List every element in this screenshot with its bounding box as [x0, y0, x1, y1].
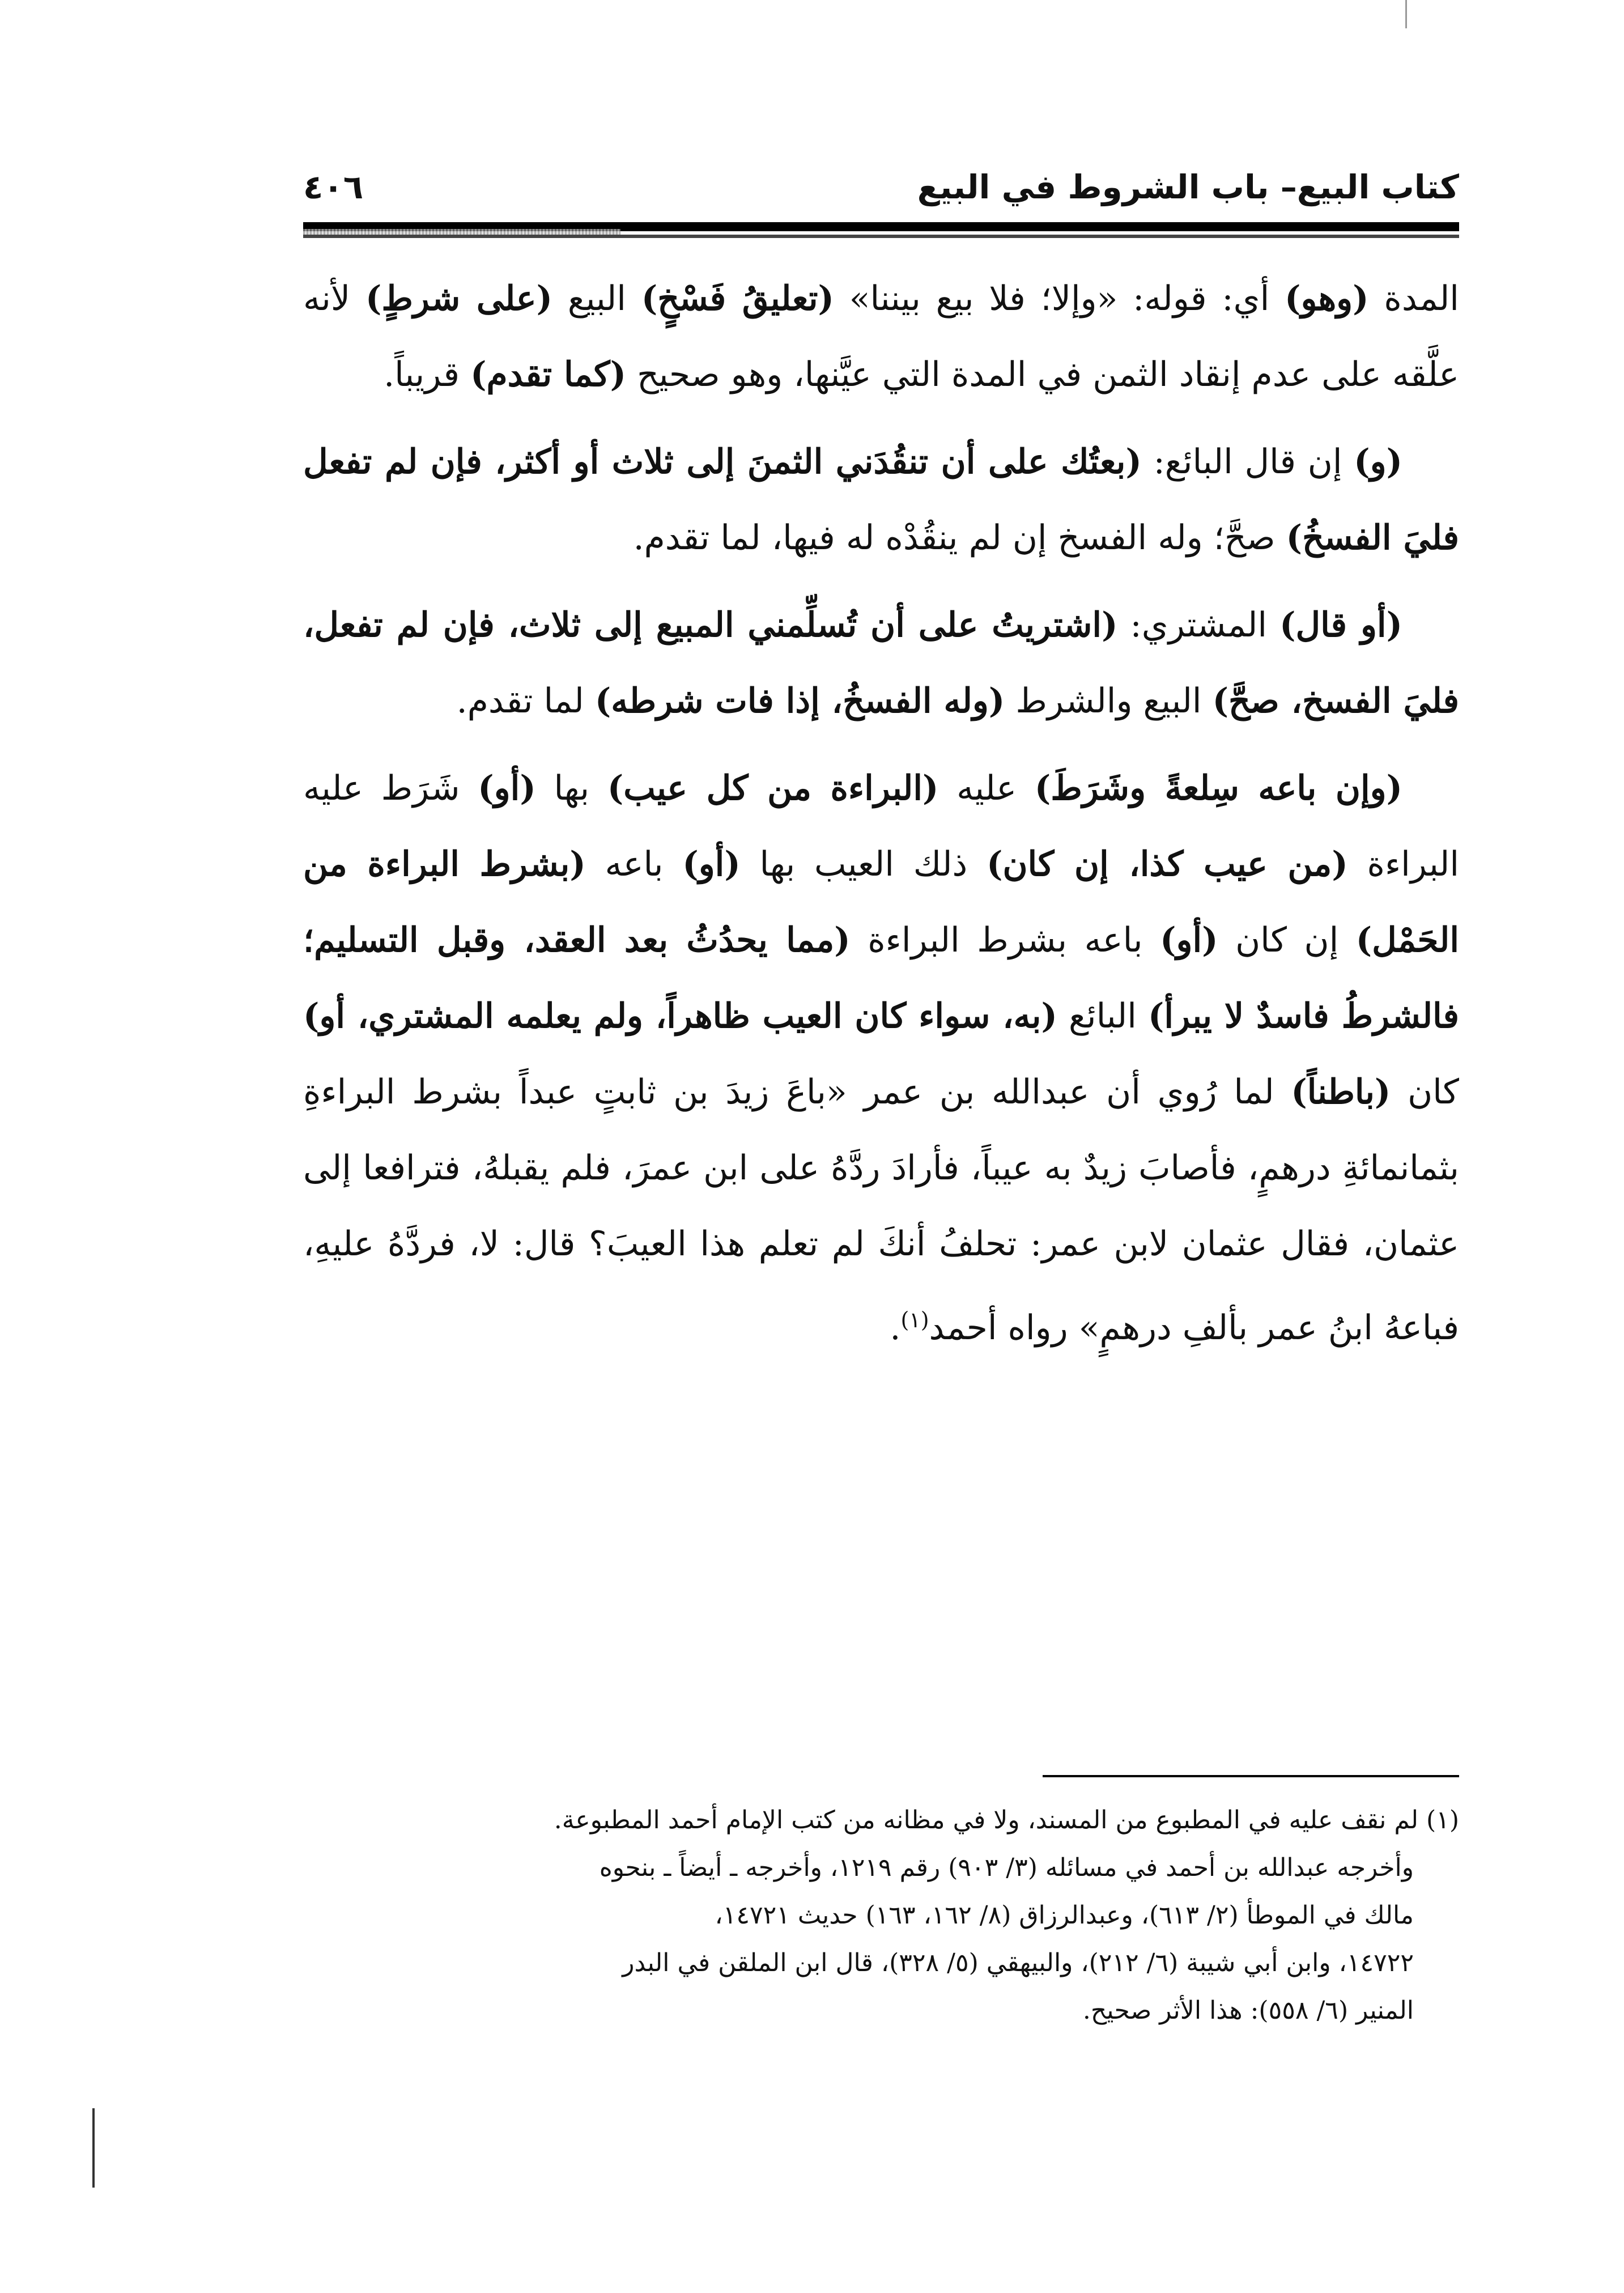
running-header — [303, 159, 1459, 213]
text-run: . — [890, 1308, 901, 1348]
text-run: كان — [1391, 1072, 1459, 1112]
text-run: باعه — [585, 844, 683, 884]
footnote-marker: (١) — [900, 1307, 929, 1332]
bold-text-run: (بعتُك على أن تنقُدَني الثمنَ إلى ثلاث أو أكثر، فإن لم تفعل فليَ الفسخُ) — [303, 442, 1459, 558]
footnote-line: مالك في الموطأ (٢/ ٦١٣)، وعبدالرزاق (٨/ ١٦٢، ١٦٣) حديث ١٤٧٢١، — [715, 1901, 1414, 1930]
text-run: عليه — [938, 768, 1035, 808]
footnote-line: المنير (٦/ ٥٥٨): هذا الأثر صحيح. — [1082, 1996, 1414, 2025]
bold-text-run: (بشرط البراءة من الحَمْل) — [303, 844, 1459, 960]
text-run: لما تقدم. — [456, 681, 595, 721]
bold-text-run: (أو قال) — [1279, 605, 1402, 645]
text-run: البيع والشرط — [1005, 681, 1213, 721]
text-run: ذلك العيب بها — [740, 844, 987, 884]
text-run: المشتري: — [1117, 605, 1280, 645]
text-run: شَرَط عليه البراءة — [303, 768, 1459, 884]
bold-text-run: (و) — [1354, 442, 1402, 482]
paragraph — [303, 587, 1459, 739]
bold-text-run: (تعليقُ فَسْخٍ) — [641, 279, 834, 319]
text-run: لأنه علَّقه على عدم إنقاد الثمن في المدة التي عيَّنها، وهو صحيح — [303, 279, 1459, 394]
paragraph — [303, 261, 1459, 413]
bold-text-run: (وله الفسخُ، إذا فات شرطه) — [594, 681, 1005, 721]
bold-text-run: (به، سواء كان العيب ظاهراً، ولم يعلمه المشتري، أو) — [303, 996, 1057, 1036]
bold-text-run: (البراءة من كل عيب) — [607, 768, 939, 808]
bold-text-run: (اشتريتُ على أن تُسلِّمني المبيع إلى ثلاث، فإن لم تفعل، فليَ الفسخ، صحَّ) — [303, 605, 1459, 721]
bold-text-run: (وهو) — [1285, 279, 1369, 319]
text-run: بها — [535, 768, 607, 808]
bold-text-run: (كما تقدم) — [470, 355, 626, 394]
footnote-line: وأخرجه عبدالله بن أحمد في مسائله (٣/ ٩٠٣) رقم ١٢١٩، وأخرجه ـ أيضاً ـ بنحوه — [599, 1853, 1414, 1882]
bold-text-run: (وإن باعه سِلعةً وشَرَطَ) — [1034, 768, 1402, 808]
text-run: البائع — [1057, 996, 1149, 1036]
text-run: المدة — [1368, 279, 1459, 319]
text-run: صحَّ؛ وله الفسخ إن لم ينقُدْه له فيها، لما تقدم. — [633, 518, 1286, 558]
scan-margin-mark — [92, 2108, 95, 2188]
page-number: ٤٠٦ — [303, 168, 364, 206]
text-run: إن كان — [1218, 920, 1356, 960]
main-text — [303, 261, 1459, 1757]
bold-text-run: (أو) — [682, 844, 741, 884]
text-run: باعه بشرط البراءة — [850, 920, 1160, 960]
footnote-line: ١٤٧٢٢، وابن أبي شيبة (٦/ ٢١٢)، والبيهقي (٥/ ٣٢٨)، قال ابن الملقن في البدر — [622, 1948, 1414, 1977]
scan-margin-mark — [1405, 0, 1407, 28]
text-run: أي: قوله: «وإلا؛ فلا بيع بيننا» — [834, 279, 1285, 319]
text-run: لما رُوي أن عبدالله بن عمر «باعَ زيدَ بن ثابتٍ عبداً بشرط البراءةِ بثمانمائةِ درهمٍ، فأصابَ زيدٌ به عيباً، فأرادَ ردَّهُ على ابن عمرَ، فلم يقبلهُ، فترافعا إلى عثمان، فقال عثمان لابن عمر: تحلفُ أنكَ لم تعلم هذا العيبَ؟ قال: لا، فردَّهُ عليهِ، فباعهُ ابنُ عمر بألفِ درهمٍ» رواه أحمد — [303, 1072, 1459, 1348]
header-rule-thin — [303, 235, 1459, 238]
footnotes — [303, 1797, 1459, 2114]
chapter-title: كتاب البيع– باب الشروط في البيع — [917, 168, 1459, 206]
footnote-line: (١) لم نقف عليه في المطبوع من المسند، ولا في مظانه من كتب الإمام أحمد المطبوعة. — [554, 1806, 1459, 1835]
bold-text-run: (مما يحدُثُ بعد العقد، وقبل التسليم؛ فالشرطُ فاسدٌ لا يبرأ) — [303, 920, 1459, 1036]
bold-text-run: (أو) — [1160, 920, 1218, 960]
text-run: البيع — [552, 279, 641, 319]
bold-text-run: (من عيب كذا، إن كان) — [987, 844, 1348, 884]
footnote-separator — [1043, 1775, 1459, 1777]
bold-text-run: (أو) — [478, 768, 536, 808]
paragraph — [303, 424, 1459, 576]
text-run: قريباً. — [384, 355, 471, 394]
bold-text-run: (على شرطٍ) — [365, 279, 552, 319]
paragraph — [303, 750, 1459, 1366]
text-run: إن قال البائع: — [1141, 442, 1354, 482]
bold-text-run: (باطناً) — [1291, 1072, 1391, 1112]
